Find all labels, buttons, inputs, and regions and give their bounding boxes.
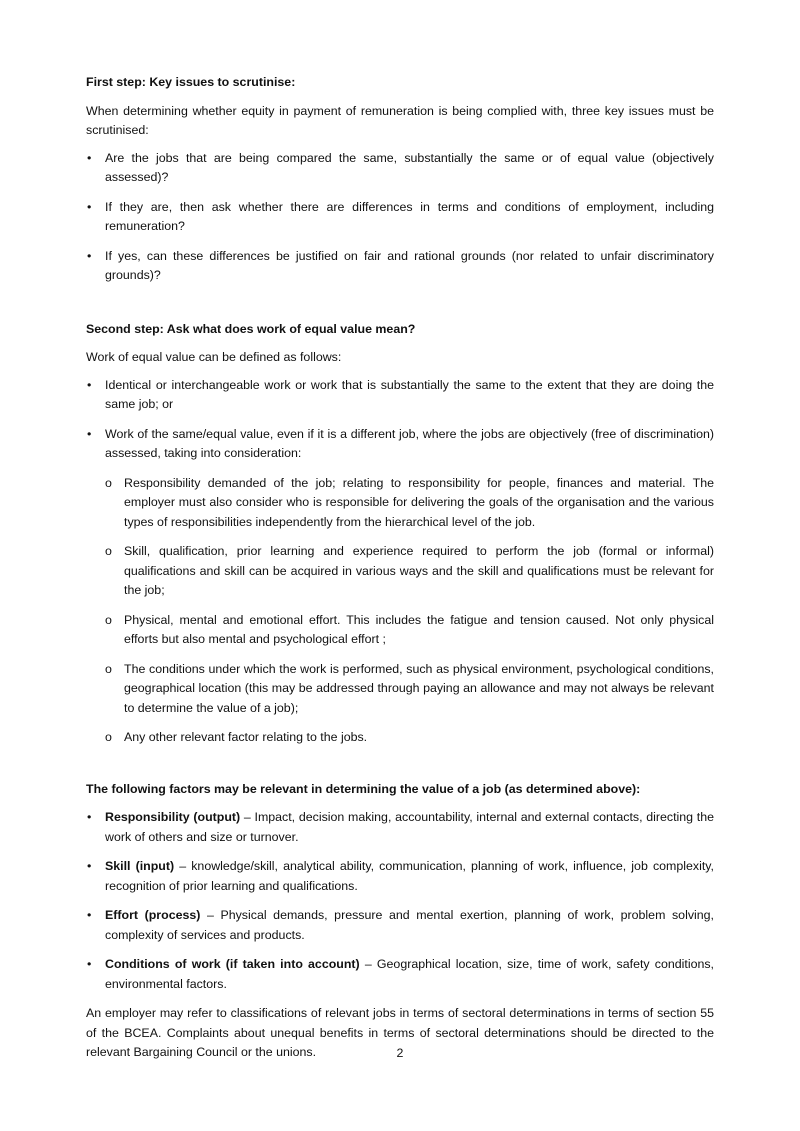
section3-heading: The following factors may be relevant in determining the value of a job (as determined above):: [86, 781, 641, 796]
list-item: • Identical or interchangeable work or work that is substantially the same to the extent that they are doing the same job; or: [86, 376, 714, 415]
factor-item: [86, 857, 714, 896]
factor-description: – Physical demands, pressure and mental exertion, planning of work, problem solving, complexity of services and products.: [105, 908, 714, 942]
factor-item: [86, 955, 714, 994]
factor-description: – knowledge/skill, analytical ability, communication, planning of work, influence, job complexity, recognition of prior learning and qualifications.: [105, 859, 714, 893]
circle-bullet-icon: o: [105, 661, 112, 676]
sub-list-item: [105, 611, 714, 650]
factor-term: Conditions of work (if taken into account): [105, 957, 360, 971]
section2-sub-list: [105, 474, 714, 748]
sub-list-item: [105, 728, 714, 748]
sub-list-item: [105, 660, 714, 719]
factor-term: Skill (input): [105, 859, 175, 873]
circle-bullet-icon: o: [105, 544, 112, 558]
section1-heading: First step: Key issues to scrutinise:: [86, 75, 296, 89]
list-item: • If they are, then ask whether there are differences in terms and conditions of employment, including remuneration?: [86, 198, 714, 237]
list-item-text: Work of the same/equal value, even if it is a different job, where the jobs are objectively (free of discrimination) assessed, taking into consideration:: [105, 426, 714, 460]
sub-list-item-text: Any other relevant factor relating to the jobs.: [124, 730, 368, 744]
sub-list-item-text: Physical, mental and emotional effort. This includes the fatigue and tension caused. Not only physical efforts but also mental and psychological effort ;: [124, 612, 714, 646]
sub-list-item-text: Skill, qualification, prior learning and experience required to perform the job (formal or informal) qualifications and skill can be acquired in various ways and the skill and qualifications must be relevant for the job;: [124, 544, 714, 597]
page-number: 2: [396, 1046, 404, 1060]
factor-description: – Geographical location, size, time of work, safety conditions, environmental factors.: [105, 957, 714, 991]
section2-bullet-list: [86, 376, 714, 748]
closing-paragraph: An employer may refer to classifications of relevant jobs in terms of sectoral determinations in terms of section 55 of the BCEA. Complaints about unequal benefits in terms of sectoral determinations should be directed to the relevant Bargaining Council or the unions.: [86, 1006, 714, 1059]
section2-intro: Work of equal value can be defined as follows:: [86, 350, 342, 364]
factor-description: – Impact, decision making, accountability, internal and external contacts, directing the work of others and size or turnover.: [105, 810, 715, 844]
list-item: • Are the jobs that are being compared the same, substantially the same or of equal value (objectively assessed)?: [86, 149, 714, 188]
sub-list-item: [105, 542, 714, 601]
circle-bullet-icon: o: [105, 612, 112, 627]
list-item: • If yes, can these differences be justified on fair and rational grounds (nor related to unfair discriminatory grounds)?: [86, 247, 714, 286]
section2-heading: Second step: Ask what does work of equal value mean?: [86, 321, 416, 336]
sub-list-item-text: The conditions under which the work is performed, such as physical environment, psychological conditions, geographical location (this may be addressed through paying an allowance and may not always be relevant to determine the value of a job);: [124, 661, 714, 715]
section1-bullet-list: [86, 149, 714, 286]
factor-term: Effort (process): [105, 908, 201, 922]
sub-list-item: [105, 474, 714, 533]
factor-item: [86, 906, 714, 945]
factor-item: [86, 808, 714, 847]
factor-term: Responsibility (output): [105, 810, 241, 824]
circle-bullet-icon: o: [105, 730, 112, 744]
document-page: [86, 73, 714, 1071]
section1-intro: When determining whether equity in payment of remuneration is being complied with, three key issues must be scrutinised:: [86, 103, 714, 137]
sub-list-item-text: Responsibility demanded of the job; relating to responsibility for people, finances and material. The employer must also consider who is responsible for delivering the goals of the organisation and the various types of responsibilities independently from the hierarchical level of the job.: [124, 475, 714, 529]
circle-bullet-icon: o: [105, 475, 112, 490]
factors-list: [86, 808, 714, 994]
list-item: [86, 425, 714, 748]
